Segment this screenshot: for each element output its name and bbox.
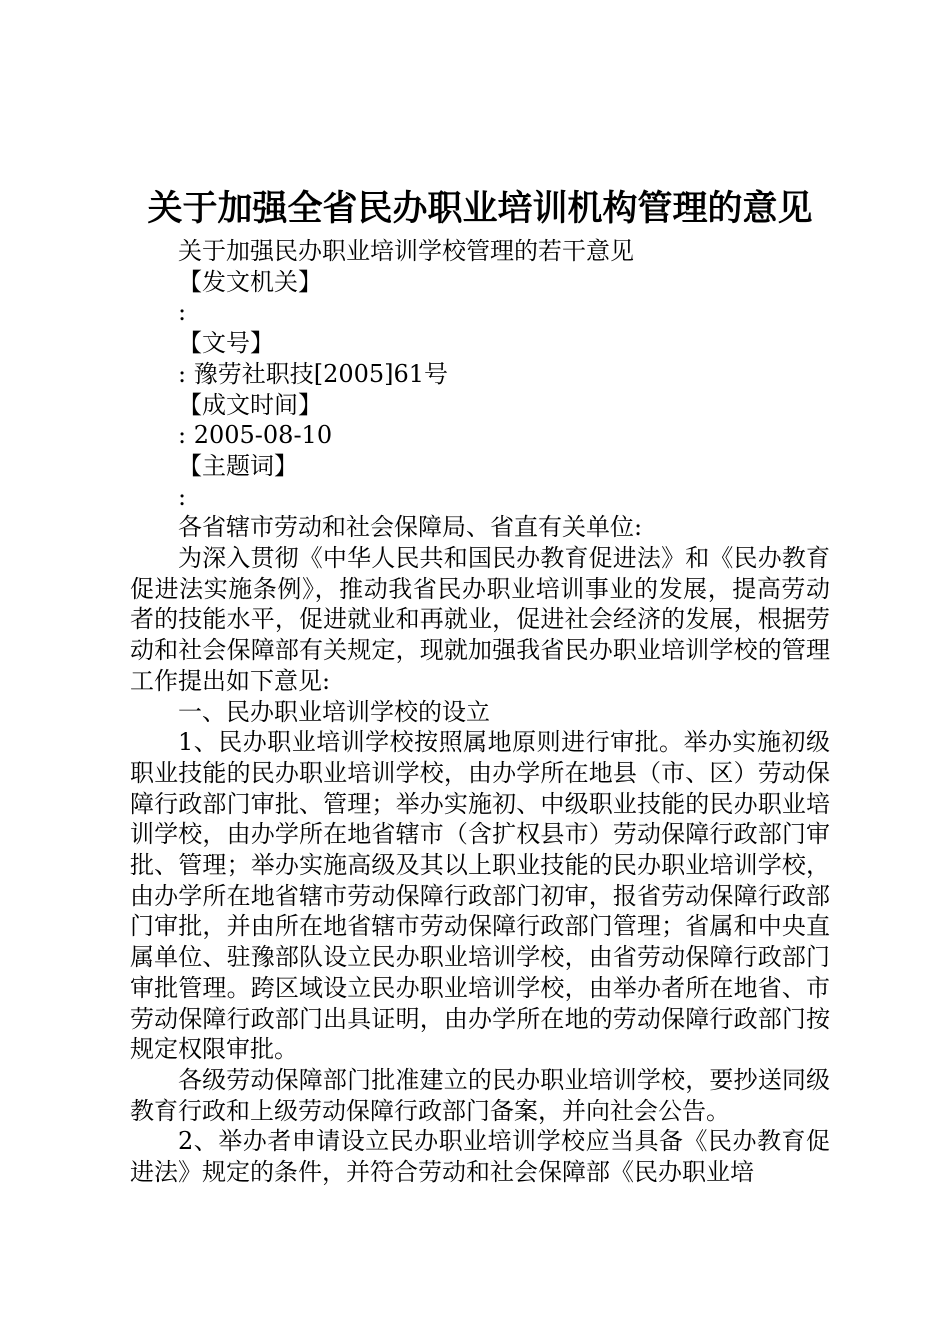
document-body xyxy=(130,236,830,1188)
document-page xyxy=(130,186,830,1188)
document-subtitle: 关于加强民办职业培训学校管理的若干意见 xyxy=(178,237,634,265)
paragraph-item-2: 2、举办者申请设立民办职业培训学校应当具备《民办教育促进法》规定的条件，并符合劳动和社会保障部《民办职业培 xyxy=(130,1127,830,1187)
paragraph-item-1: 1、民办职业培训学校按照属地原则进行审批。举办实施初级职业技能的民办职业培训学校，由办学所在地县（市、区）劳动保障行政部门审批、管理；举办实施初、中级职业技能的民办职业培训学校，由办学所在地省辖市（含扩权县市）劳动保障行政部门审批、管理；举办实施高级及其以上职业技能的民办职业培训学校，由办学所在地省辖市劳动保障行政部门初审，报省劳动保障行政部门审批，并由所在地省辖市劳动保障行政部门管理；省属和中央直属单位、驻豫部队设立民办职业培训学校，由省劳动保障行政部门审批管理。跨区域设立民办职业培训学校，由举办者所在地省、市劳动保障行政部门出具证明，由办学所在地的劳动保障行政部门按规定权限审批。 xyxy=(130,728,830,1064)
field-label-issuer: 【发文机关】 xyxy=(178,267,322,296)
document-title: 关于加强全省民办职业培训机构管理的意见 xyxy=(147,189,813,229)
field-value-doc-number: : 豫劳社职技[2005]61号 xyxy=(178,359,449,388)
field-label-keywords: 【主题词】 xyxy=(178,451,298,480)
field-value-issuer: : xyxy=(178,298,187,327)
field-value-keywords: : xyxy=(178,482,187,511)
field-label-doc-number: 【文号】 xyxy=(178,329,274,358)
field-value-date: : 2005-08-10 xyxy=(178,421,333,450)
section-heading: 一、民办职业培训学校的设立 xyxy=(178,697,490,726)
paragraph-intro: 为深入贯彻《中华人民共和国民办教育促进法》和《民办教育促进法实施条例》，推动我省民办职业培训事业的发展，提高劳动者的技能水平，促进就业和再就业，促进社会经济的发展，根据劳动和社会保障部有关规定，现就加强我省民办职业培训学校的管理工作提出如下意见: xyxy=(130,544,830,695)
field-label-date: 【成文时间】 xyxy=(178,390,322,419)
salutation: 各省辖市劳动和社会保障局、省直有关单位: xyxy=(178,513,643,542)
paragraph-filing: 各级劳动保障部门批准建立的民办职业培训学校，要抄送同级教育行政和上级劳动保障行政部门备案，并向社会公告。 xyxy=(130,1065,830,1125)
